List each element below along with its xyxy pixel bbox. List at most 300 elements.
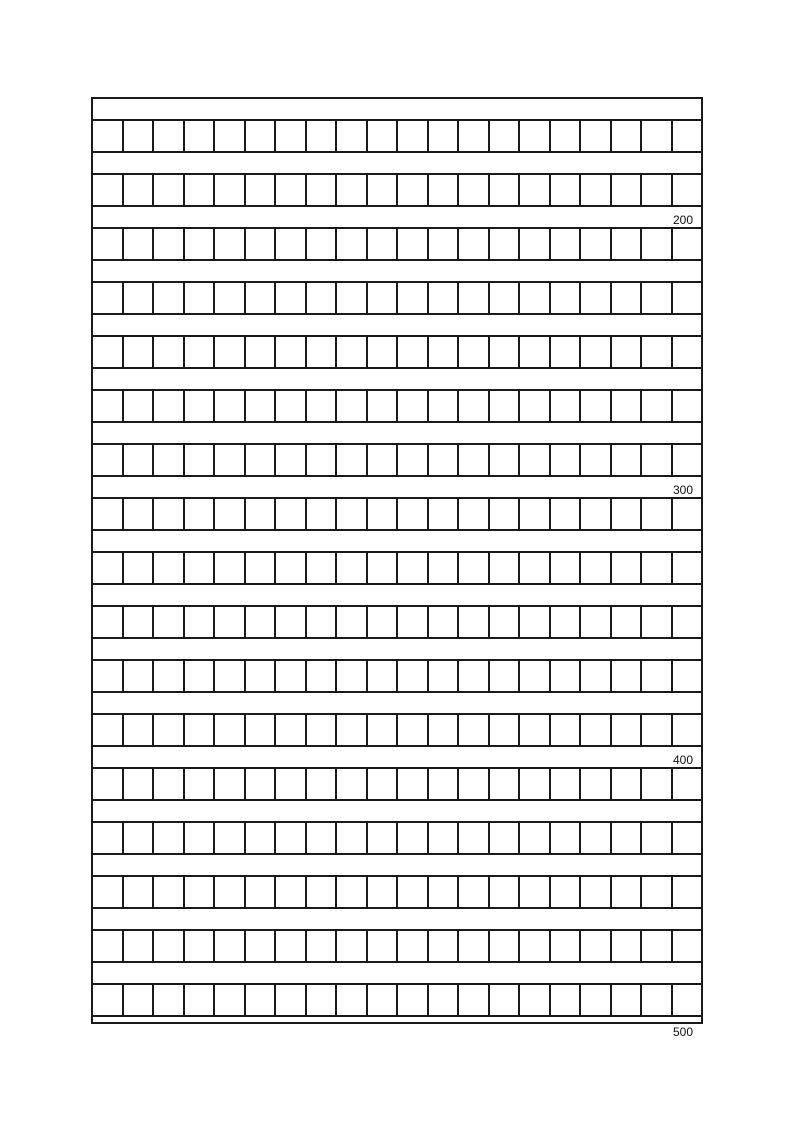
writing-cell[interactable] <box>612 661 643 691</box>
writing-cell[interactable] <box>612 337 643 367</box>
writing-cell[interactable] <box>154 607 185 637</box>
writing-cell[interactable] <box>490 121 521 151</box>
writing-cell[interactable] <box>642 823 673 853</box>
writing-cell[interactable] <box>276 769 307 799</box>
writing-cell[interactable] <box>93 661 124 691</box>
writing-cell[interactable] <box>337 877 368 907</box>
writing-cell[interactable] <box>490 661 521 691</box>
writing-cell[interactable] <box>642 121 673 151</box>
writing-cell[interactable] <box>337 553 368 583</box>
writing-cell[interactable] <box>642 985 673 1015</box>
writing-cell[interactable] <box>581 607 612 637</box>
writing-cell[interactable] <box>337 175 368 205</box>
writing-cell[interactable] <box>307 607 338 637</box>
writing-cell[interactable] <box>673 931 702 961</box>
writing-cell[interactable] <box>520 337 551 367</box>
writing-cell[interactable] <box>459 283 490 313</box>
writing-cell[interactable] <box>93 877 124 907</box>
writing-cell[interactable] <box>429 931 460 961</box>
writing-cell[interactable] <box>490 553 521 583</box>
writing-cell[interactable] <box>612 391 643 421</box>
writing-cell[interactable] <box>459 337 490 367</box>
writing-cell[interactable] <box>459 121 490 151</box>
writing-cell[interactable] <box>459 391 490 421</box>
writing-cell[interactable] <box>551 715 582 745</box>
writing-cell[interactable] <box>520 985 551 1015</box>
writing-cell[interactable] <box>246 121 277 151</box>
writing-cell[interactable] <box>337 769 368 799</box>
writing-cell[interactable] <box>612 229 643 259</box>
writing-cell[interactable] <box>490 391 521 421</box>
writing-cell[interactable] <box>398 715 429 745</box>
writing-cell[interactable] <box>673 661 702 691</box>
writing-cell[interactable] <box>337 391 368 421</box>
writing-cell[interactable] <box>307 553 338 583</box>
writing-cell[interactable] <box>673 823 702 853</box>
writing-cell[interactable] <box>307 283 338 313</box>
writing-cell[interactable] <box>612 823 643 853</box>
writing-cell[interactable] <box>337 715 368 745</box>
writing-cell[interactable] <box>307 769 338 799</box>
writing-cell[interactable] <box>490 229 521 259</box>
writing-cell[interactable] <box>368 283 399 313</box>
writing-cell[interactable] <box>154 175 185 205</box>
writing-cell[interactable] <box>124 229 155 259</box>
writing-cell[interactable] <box>185 445 216 475</box>
writing-cell[interactable] <box>154 931 185 961</box>
writing-cell[interactable] <box>276 553 307 583</box>
writing-cell[interactable] <box>490 769 521 799</box>
writing-cell[interactable] <box>368 715 399 745</box>
writing-cell[interactable] <box>581 445 612 475</box>
writing-cell[interactable] <box>307 229 338 259</box>
writing-cell[interactable] <box>154 445 185 475</box>
writing-cell[interactable] <box>429 985 460 1015</box>
writing-cell[interactable] <box>429 445 460 475</box>
writing-cell[interactable] <box>429 715 460 745</box>
writing-cell[interactable] <box>185 769 216 799</box>
writing-cell[interactable] <box>642 607 673 637</box>
writing-cell[interactable] <box>551 553 582 583</box>
writing-cell[interactable] <box>154 715 185 745</box>
writing-cell[interactable] <box>551 229 582 259</box>
writing-cell[interactable] <box>398 175 429 205</box>
writing-cell[interactable] <box>368 121 399 151</box>
writing-cell[interactable] <box>215 175 246 205</box>
writing-cell[interactable] <box>307 877 338 907</box>
writing-cell[interactable] <box>276 661 307 691</box>
writing-cell[interactable] <box>398 877 429 907</box>
writing-cell[interactable] <box>368 661 399 691</box>
writing-cell[interactable] <box>154 823 185 853</box>
writing-cell[interactable] <box>246 661 277 691</box>
writing-cell[interactable] <box>520 877 551 907</box>
writing-cell[interactable] <box>520 607 551 637</box>
writing-cell[interactable] <box>551 661 582 691</box>
writing-cell[interactable] <box>154 877 185 907</box>
writing-cell[interactable] <box>520 553 551 583</box>
writing-cell[interactable] <box>276 229 307 259</box>
writing-cell[interactable] <box>398 985 429 1015</box>
writing-cell[interactable] <box>429 175 460 205</box>
writing-cell[interactable] <box>612 607 643 637</box>
writing-cell[interactable] <box>581 121 612 151</box>
writing-cell[interactable] <box>93 607 124 637</box>
writing-cell[interactable] <box>124 715 155 745</box>
writing-cell[interactable] <box>398 823 429 853</box>
writing-cell[interactable] <box>398 769 429 799</box>
writing-cell[interactable] <box>124 607 155 637</box>
writing-cell[interactable] <box>93 337 124 367</box>
writing-cell[interactable] <box>93 445 124 475</box>
writing-cell[interactable] <box>185 337 216 367</box>
writing-cell[interactable] <box>154 985 185 1015</box>
writing-cell[interactable] <box>124 445 155 475</box>
writing-cell[interactable] <box>215 985 246 1015</box>
writing-cell[interactable] <box>93 553 124 583</box>
writing-cell[interactable] <box>276 499 307 529</box>
writing-cell[interactable] <box>429 391 460 421</box>
writing-cell[interactable] <box>124 553 155 583</box>
writing-cell[interactable] <box>581 337 612 367</box>
writing-cell[interactable] <box>337 985 368 1015</box>
writing-cell[interactable] <box>93 823 124 853</box>
writing-cell[interactable] <box>642 715 673 745</box>
writing-cell[interactable] <box>520 769 551 799</box>
writing-cell[interactable] <box>520 121 551 151</box>
writing-cell[interactable] <box>124 337 155 367</box>
writing-cell[interactable] <box>398 661 429 691</box>
writing-cell[interactable] <box>520 823 551 853</box>
writing-cell[interactable] <box>551 283 582 313</box>
writing-cell[interactable] <box>551 391 582 421</box>
writing-cell[interactable] <box>276 391 307 421</box>
writing-cell[interactable] <box>124 877 155 907</box>
writing-cell[interactable] <box>612 445 643 475</box>
writing-cell[interactable] <box>337 229 368 259</box>
writing-cell[interactable] <box>124 175 155 205</box>
writing-cell[interactable] <box>459 445 490 475</box>
writing-cell[interactable] <box>673 553 702 583</box>
writing-cell[interactable] <box>398 229 429 259</box>
writing-cell[interactable] <box>185 607 216 637</box>
writing-cell[interactable] <box>520 391 551 421</box>
writing-cell[interactable] <box>185 283 216 313</box>
writing-cell[interactable] <box>307 445 338 475</box>
writing-cell[interactable] <box>612 715 643 745</box>
writing-cell[interactable] <box>246 715 277 745</box>
writing-cell[interactable] <box>459 985 490 1015</box>
writing-cell[interactable] <box>581 715 612 745</box>
writing-cell[interactable] <box>551 121 582 151</box>
writing-cell[interactable] <box>612 769 643 799</box>
writing-cell[interactable] <box>429 499 460 529</box>
writing-cell[interactable] <box>276 607 307 637</box>
writing-cell[interactable] <box>124 823 155 853</box>
writing-cell[interactable] <box>154 229 185 259</box>
writing-cell[interactable] <box>398 499 429 529</box>
writing-cell[interactable] <box>154 283 185 313</box>
writing-cell[interactable] <box>276 877 307 907</box>
writing-cell[interactable] <box>246 985 277 1015</box>
writing-cell[interactable] <box>337 121 368 151</box>
writing-cell[interactable] <box>459 877 490 907</box>
writing-cell[interactable] <box>93 715 124 745</box>
writing-cell[interactable] <box>490 877 521 907</box>
writing-cell[interactable] <box>551 877 582 907</box>
writing-cell[interactable] <box>154 769 185 799</box>
writing-cell[interactable] <box>429 283 460 313</box>
writing-cell[interactable] <box>215 229 246 259</box>
writing-cell[interactable] <box>154 661 185 691</box>
writing-cell[interactable] <box>520 283 551 313</box>
writing-cell[interactable] <box>246 229 277 259</box>
writing-cell[interactable] <box>642 283 673 313</box>
writing-cell[interactable] <box>612 283 643 313</box>
writing-cell[interactable] <box>307 661 338 691</box>
writing-cell[interactable] <box>246 607 277 637</box>
writing-cell[interactable] <box>276 283 307 313</box>
writing-cell[interactable] <box>337 337 368 367</box>
writing-cell[interactable] <box>520 175 551 205</box>
writing-cell[interactable] <box>642 175 673 205</box>
writing-cell[interactable] <box>673 283 702 313</box>
writing-cell[interactable] <box>612 121 643 151</box>
writing-cell[interactable] <box>215 823 246 853</box>
writing-cell[interactable] <box>459 175 490 205</box>
writing-cell[interactable] <box>490 499 521 529</box>
writing-cell[interactable] <box>307 121 338 151</box>
writing-cell[interactable] <box>642 769 673 799</box>
writing-cell[interactable] <box>215 283 246 313</box>
writing-cell[interactable] <box>551 337 582 367</box>
writing-cell[interactable] <box>581 229 612 259</box>
writing-cell[interactable] <box>673 499 702 529</box>
writing-cell[interactable] <box>642 931 673 961</box>
writing-cell[interactable] <box>124 769 155 799</box>
writing-cell[interactable] <box>581 823 612 853</box>
writing-cell[interactable] <box>185 499 216 529</box>
writing-cell[interactable] <box>459 931 490 961</box>
writing-cell[interactable] <box>398 553 429 583</box>
writing-cell[interactable] <box>673 985 702 1015</box>
writing-cell[interactable] <box>551 607 582 637</box>
writing-cell[interactable] <box>551 823 582 853</box>
writing-cell[interactable] <box>673 391 702 421</box>
writing-cell[interactable] <box>398 445 429 475</box>
writing-cell[interactable] <box>246 877 277 907</box>
writing-cell[interactable] <box>246 823 277 853</box>
writing-cell[interactable] <box>551 499 582 529</box>
writing-cell[interactable] <box>429 121 460 151</box>
writing-cell[interactable] <box>276 931 307 961</box>
writing-cell[interactable] <box>124 391 155 421</box>
writing-cell[interactable] <box>337 445 368 475</box>
writing-cell[interactable] <box>551 985 582 1015</box>
writing-cell[interactable] <box>93 985 124 1015</box>
writing-cell[interactable] <box>612 931 643 961</box>
writing-cell[interactable] <box>459 499 490 529</box>
writing-cell[interactable] <box>154 121 185 151</box>
writing-cell[interactable] <box>673 229 702 259</box>
writing-cell[interactable] <box>215 931 246 961</box>
writing-cell[interactable] <box>124 661 155 691</box>
writing-cell[interactable] <box>215 391 246 421</box>
writing-cell[interactable] <box>398 607 429 637</box>
writing-cell[interactable] <box>246 445 277 475</box>
writing-cell[interactable] <box>642 877 673 907</box>
writing-cell[interactable] <box>337 931 368 961</box>
writing-cell[interactable] <box>490 985 521 1015</box>
writing-cell[interactable] <box>368 229 399 259</box>
writing-cell[interactable] <box>642 229 673 259</box>
writing-cell[interactable] <box>368 769 399 799</box>
writing-cell[interactable] <box>185 877 216 907</box>
writing-cell[interactable] <box>581 877 612 907</box>
writing-cell[interactable] <box>520 229 551 259</box>
writing-cell[interactable] <box>490 931 521 961</box>
writing-cell[interactable] <box>642 553 673 583</box>
writing-cell[interactable] <box>276 337 307 367</box>
writing-cell[interactable] <box>368 931 399 961</box>
writing-cell[interactable] <box>429 769 460 799</box>
writing-cell[interactable] <box>307 823 338 853</box>
writing-cell[interactable] <box>581 985 612 1015</box>
writing-cell[interactable] <box>185 391 216 421</box>
writing-cell[interactable] <box>368 607 399 637</box>
writing-cell[interactable] <box>520 931 551 961</box>
writing-cell[interactable] <box>124 985 155 1015</box>
writing-cell[interactable] <box>612 175 643 205</box>
writing-cell[interactable] <box>215 553 246 583</box>
writing-cell[interactable] <box>429 877 460 907</box>
writing-cell[interactable] <box>490 175 521 205</box>
writing-cell[interactable] <box>368 985 399 1015</box>
writing-cell[interactable] <box>459 229 490 259</box>
writing-cell[interactable] <box>398 337 429 367</box>
writing-cell[interactable] <box>642 661 673 691</box>
writing-cell[interactable] <box>398 391 429 421</box>
writing-cell[interactable] <box>490 607 521 637</box>
writing-cell[interactable] <box>581 499 612 529</box>
writing-cell[interactable] <box>673 877 702 907</box>
writing-cell[interactable] <box>337 283 368 313</box>
writing-cell[interactable] <box>581 769 612 799</box>
writing-cell[interactable] <box>368 823 399 853</box>
writing-cell[interactable] <box>307 715 338 745</box>
writing-cell[interactable] <box>124 121 155 151</box>
writing-cell[interactable] <box>154 553 185 583</box>
writing-cell[interactable] <box>276 715 307 745</box>
writing-cell[interactable] <box>673 445 702 475</box>
writing-cell[interactable] <box>368 499 399 529</box>
writing-cell[interactable] <box>612 499 643 529</box>
writing-cell[interactable] <box>215 877 246 907</box>
writing-cell[interactable] <box>612 985 643 1015</box>
writing-cell[interactable] <box>429 553 460 583</box>
writing-cell[interactable] <box>246 283 277 313</box>
writing-cell[interactable] <box>551 445 582 475</box>
writing-cell[interactable] <box>612 553 643 583</box>
writing-cell[interactable] <box>612 877 643 907</box>
writing-cell[interactable] <box>276 823 307 853</box>
writing-cell[interactable] <box>215 499 246 529</box>
writing-cell[interactable] <box>673 607 702 637</box>
writing-cell[interactable] <box>551 931 582 961</box>
writing-cell[interactable] <box>93 931 124 961</box>
writing-cell[interactable] <box>154 391 185 421</box>
writing-cell[interactable] <box>276 445 307 475</box>
writing-cell[interactable] <box>368 391 399 421</box>
writing-cell[interactable] <box>215 445 246 475</box>
writing-cell[interactable] <box>276 985 307 1015</box>
writing-cell[interactable] <box>581 391 612 421</box>
writing-cell[interactable] <box>215 715 246 745</box>
writing-cell[interactable] <box>337 661 368 691</box>
writing-cell[interactable] <box>642 337 673 367</box>
writing-cell[interactable] <box>520 445 551 475</box>
writing-cell[interactable] <box>246 391 277 421</box>
writing-cell[interactable] <box>459 553 490 583</box>
writing-cell[interactable] <box>429 607 460 637</box>
writing-cell[interactable] <box>459 607 490 637</box>
writing-cell[interactable] <box>642 499 673 529</box>
writing-cell[interactable] <box>368 877 399 907</box>
writing-cell[interactable] <box>337 607 368 637</box>
writing-cell[interactable] <box>459 769 490 799</box>
writing-cell[interactable] <box>154 499 185 529</box>
writing-cell[interactable] <box>93 769 124 799</box>
writing-cell[interactable] <box>307 175 338 205</box>
writing-cell[interactable] <box>520 715 551 745</box>
writing-cell[interactable] <box>398 121 429 151</box>
writing-cell[interactable] <box>581 931 612 961</box>
writing-cell[interactable] <box>368 175 399 205</box>
writing-cell[interactable] <box>246 553 277 583</box>
writing-cell[interactable] <box>124 931 155 961</box>
writing-cell[interactable] <box>581 661 612 691</box>
writing-cell[interactable] <box>215 607 246 637</box>
writing-cell[interactable] <box>429 823 460 853</box>
writing-cell[interactable] <box>93 499 124 529</box>
writing-cell[interactable] <box>307 499 338 529</box>
writing-cell[interactable] <box>459 715 490 745</box>
writing-cell[interactable] <box>551 175 582 205</box>
writing-cell[interactable] <box>93 175 124 205</box>
writing-cell[interactable] <box>93 283 124 313</box>
writing-cell[interactable] <box>459 823 490 853</box>
writing-cell[interactable] <box>215 769 246 799</box>
writing-cell[interactable] <box>124 499 155 529</box>
writing-cell[interactable] <box>185 985 216 1015</box>
writing-cell[interactable] <box>673 175 702 205</box>
writing-cell[interactable] <box>276 175 307 205</box>
writing-cell[interactable] <box>124 283 155 313</box>
writing-cell[interactable] <box>246 175 277 205</box>
writing-cell[interactable] <box>673 337 702 367</box>
writing-cell[interactable] <box>581 175 612 205</box>
writing-cell[interactable] <box>520 499 551 529</box>
writing-cell[interactable] <box>368 337 399 367</box>
writing-cell[interactable] <box>581 553 612 583</box>
writing-cell[interactable] <box>307 931 338 961</box>
writing-cell[interactable] <box>673 121 702 151</box>
writing-cell[interactable] <box>246 931 277 961</box>
writing-cell[interactable] <box>215 337 246 367</box>
writing-cell[interactable] <box>307 391 338 421</box>
writing-cell[interactable] <box>246 337 277 367</box>
writing-cell[interactable] <box>185 175 216 205</box>
